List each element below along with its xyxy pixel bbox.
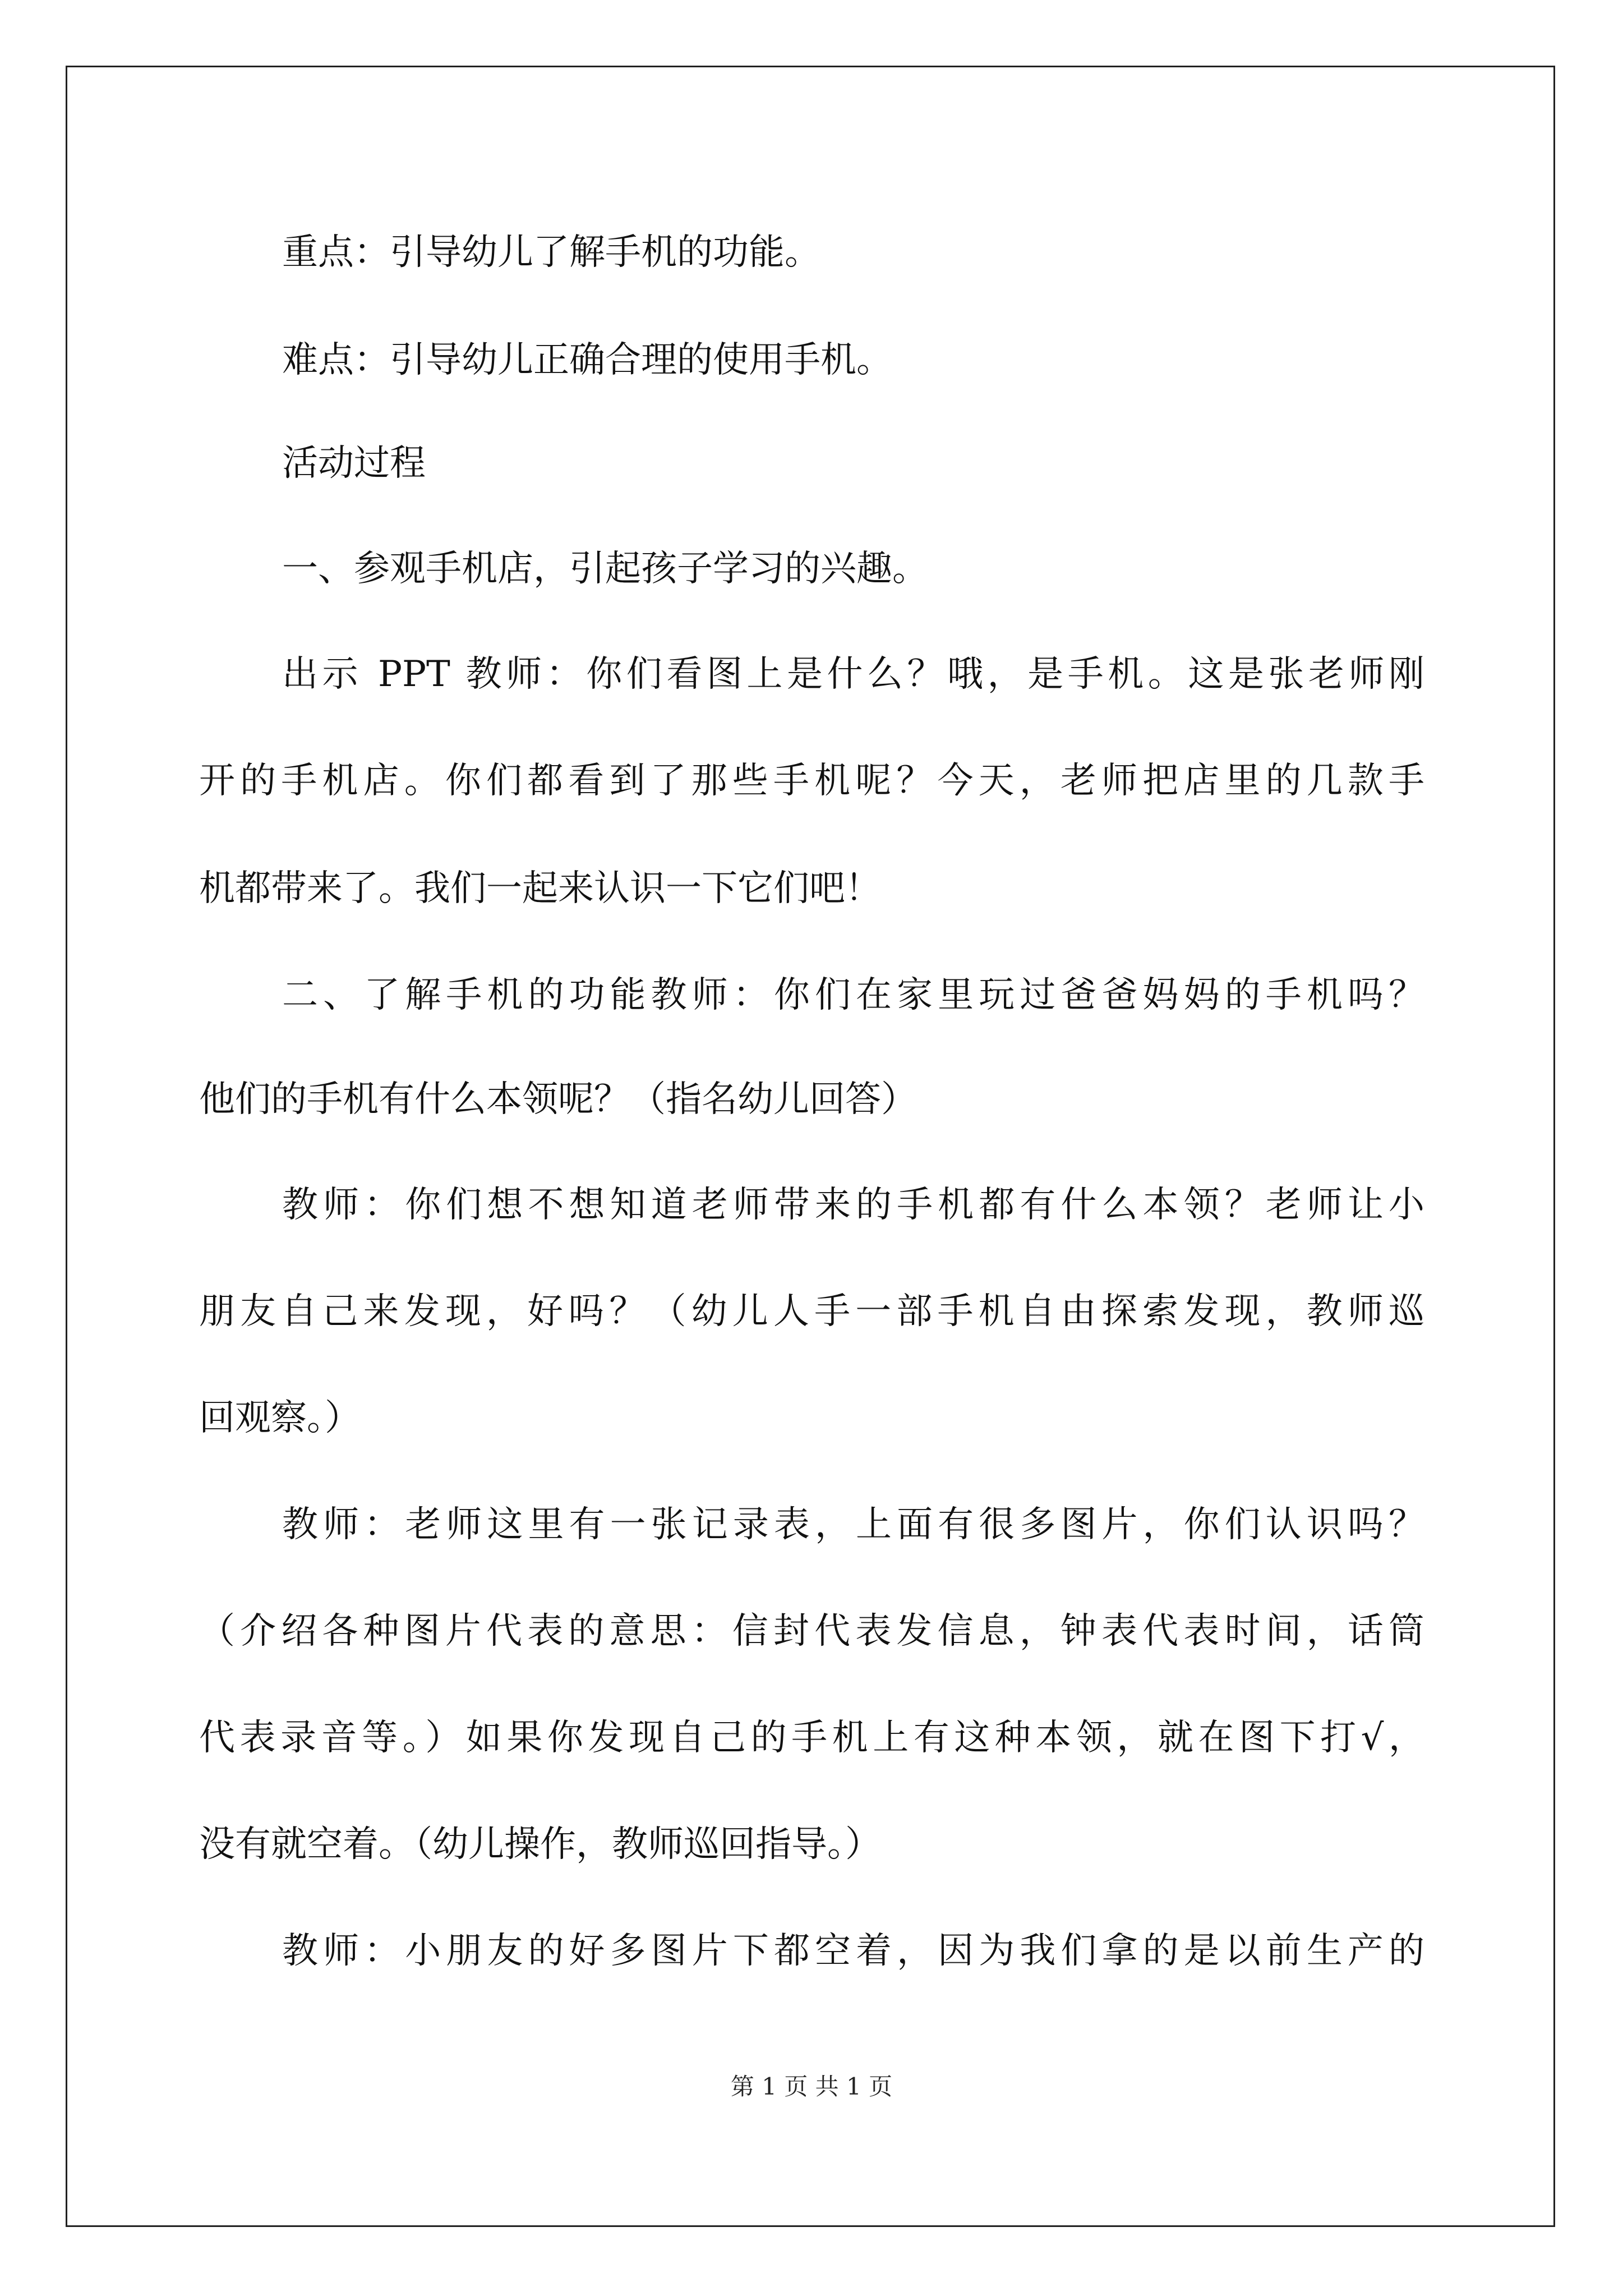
paragraph-key-point: 重点：引导幼儿了解手机的功能。 bbox=[282, 232, 820, 273]
paragraph-text-line: 教师：老师这里有一张记录表，上面有很多图片，你们认识吗？ bbox=[282, 1504, 1424, 1545]
page-border bbox=[66, 66, 1555, 2227]
paragraph-text-line: 二、了解手机的功能教师：你们在家里玩过爸爸妈妈的手机吗？ bbox=[282, 974, 1424, 1016]
paragraph-difficulty: 难点：引导幼儿正确合理的使用手机。 bbox=[282, 339, 892, 381]
section-heading-activity-process: 活动过程 bbox=[282, 443, 426, 484]
paragraph-text-line: 代表录音等。）如果你发现自己的手机上有这种本领，就在图下打√， bbox=[199, 1717, 1424, 1759]
paragraph-text-line: 没有就空着。（幼儿操作，教师巡回指导。） bbox=[199, 1824, 881, 1865]
paragraph-text-line: 开的手机店。你们都看到了那些手机呢？今天，老师把店里的几款手 bbox=[199, 760, 1424, 802]
paragraph-text-line: 回观察。） bbox=[199, 1397, 361, 1439]
paragraph-text-line: 他们的手机有什么本领呢？（指名幼儿回答） bbox=[199, 1079, 917, 1120]
paragraph-text-line: 教师：小朋友的好多图片下都空着，因为我们拿的是以前生产的 bbox=[282, 1930, 1424, 1972]
paragraph-text-line: 机都带来了。我们一起来认识一下它们吧！ bbox=[199, 868, 881, 909]
paragraph-step-one: 一、参观手机店，引起孩子学习的兴趣。 bbox=[282, 548, 928, 590]
paragraph-text-line: 朋友自己来发现，好吗？（幼儿人手一部手机自由探索发现，教师巡 bbox=[199, 1291, 1424, 1332]
paragraph-text-line: 教师：你们想不想知道老师带来的手机都有什么本领？老师让小 bbox=[282, 1184, 1424, 1226]
page-footer: 第 1 页 共 1 页 bbox=[730, 2073, 893, 2100]
paragraph-text-line: （介绍各种图片代表的意思：信封代表发信息，钟表代表时间，话筒 bbox=[199, 1611, 1424, 1652]
paragraph-text-line: 出示 PPT 教师：你们看图上是什么？哦，是手机。这是张老师刚 bbox=[282, 654, 1424, 695]
